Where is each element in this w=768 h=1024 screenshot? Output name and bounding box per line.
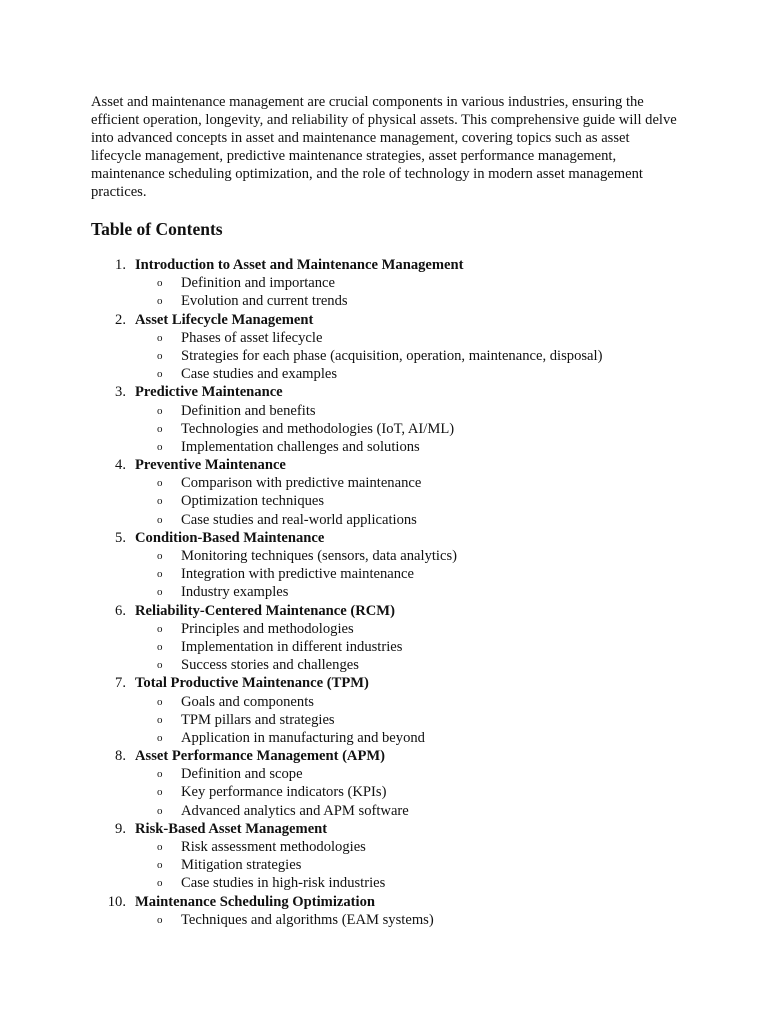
toc-sub-item bbox=[0, 565, 768, 583]
toc-sub-item-text: Comparison with predictive maintenance bbox=[181, 475, 422, 492]
circle-bullet-icon: o bbox=[157, 913, 163, 926]
circle-bullet-icon: o bbox=[157, 331, 163, 344]
toc-sub-item-text: Monitoring techniques (sensors, data analytics) bbox=[181, 548, 457, 564]
circle-bullet-icon: o bbox=[157, 877, 163, 890]
toc-sub-item bbox=[0, 583, 768, 601]
toc-sub-item-text: Case studies in high-risk industries bbox=[181, 875, 386, 892]
toc-sub-list bbox=[0, 402, 768, 457]
toc-sub-item bbox=[0, 729, 768, 747]
toc-sub-list bbox=[0, 474, 768, 529]
toc-sub-item-text: Key performance indicators (KPIs) bbox=[181, 784, 387, 801]
circle-bullet-icon: o bbox=[157, 404, 163, 417]
toc-sub-item-text: Phases of asset lifecycle bbox=[181, 329, 323, 346]
toc-sub-item bbox=[0, 693, 768, 711]
toc-sub-item bbox=[0, 438, 768, 456]
toc-entry-line bbox=[0, 311, 768, 329]
toc-entry bbox=[0, 747, 768, 820]
toc-entry-number: 10. bbox=[107, 893, 126, 910]
toc-sub-item bbox=[0, 402, 768, 420]
circle-bullet-icon: o bbox=[157, 277, 163, 290]
toc-sub-item-text: Definition and scope bbox=[181, 766, 303, 783]
toc-sub-item-text: Success stories and challenges bbox=[181, 657, 359, 674]
toc-sub-item bbox=[0, 620, 768, 638]
circle-bullet-icon: o bbox=[157, 659, 163, 672]
toc-heading: Table of Contents bbox=[91, 219, 223, 239]
toc-entry bbox=[0, 602, 768, 675]
circle-bullet-icon: o bbox=[157, 841, 163, 853]
toc-sub-item-text: Advanced analytics and APM software bbox=[181, 802, 409, 819]
circle-bullet-icon: o bbox=[157, 586, 163, 599]
toc-entry-number: 1. bbox=[115, 257, 126, 273]
toc-sub-list bbox=[0, 620, 768, 675]
toc-sub-item-text: Techniques and algorithms (EAM systems) bbox=[181, 911, 434, 928]
circle-bullet-icon: o bbox=[157, 786, 163, 799]
toc-sub-item-text: Definition and importance bbox=[181, 275, 335, 292]
toc-entry-line bbox=[0, 747, 768, 765]
toc-sub-item-text: Technologies and methodologies (IoT, AI/ML) bbox=[181, 420, 455, 437]
toc-entry bbox=[0, 311, 768, 384]
toc-sub-list bbox=[0, 547, 768, 602]
toc-entry bbox=[0, 893, 768, 929]
toc-entry-title: Total Productive Maintenance (TPM) bbox=[135, 675, 369, 692]
circle-bullet-icon: o bbox=[157, 804, 163, 817]
toc-sub-item bbox=[0, 711, 768, 729]
toc-entry-line bbox=[0, 529, 768, 547]
circle-bullet-icon: o bbox=[157, 422, 163, 435]
toc-sub-list bbox=[0, 765, 768, 820]
toc-entry bbox=[0, 674, 768, 747]
toc-entry-number: 8. bbox=[115, 748, 126, 765]
circle-bullet-icon: o bbox=[157, 768, 163, 781]
circle-bullet-icon: o bbox=[157, 513, 163, 526]
toc-entry-line bbox=[0, 456, 768, 474]
toc-sub-list bbox=[0, 911, 768, 929]
toc-sub-item bbox=[0, 638, 768, 656]
toc-entry-line bbox=[0, 256, 768, 274]
toc-entry-line bbox=[0, 383, 768, 401]
toc-sub-list bbox=[0, 693, 768, 748]
toc-sub-item bbox=[0, 347, 768, 365]
toc-entry bbox=[0, 456, 768, 529]
toc-entry-number: 4. bbox=[115, 457, 126, 474]
toc-sub-item-text: Evolution and current trends bbox=[181, 293, 348, 310]
toc-sub-list bbox=[0, 274, 768, 310]
table-of-contents bbox=[0, 256, 768, 929]
circle-bullet-icon: o bbox=[157, 568, 163, 581]
toc-sub-item-text: Integration with predictive maintenance bbox=[181, 566, 415, 583]
toc-sub-item bbox=[0, 474, 768, 492]
toc-sub-item-text: Case studies and real-world applications bbox=[181, 511, 417, 528]
toc-sub-item-text: TPM pillars and strategies bbox=[181, 711, 335, 728]
toc-sub-item bbox=[0, 329, 768, 347]
toc-sub-item bbox=[0, 802, 768, 820]
toc-sub-item bbox=[0, 656, 768, 674]
toc-sub-item-text: Mitigation strategies bbox=[181, 857, 302, 874]
toc-entry-line bbox=[0, 674, 768, 692]
toc-sub-item bbox=[0, 547, 768, 565]
toc-sub-item bbox=[0, 765, 768, 783]
toc-sub-item bbox=[0, 874, 768, 892]
toc-sub-item-text: Principles and methodologies bbox=[181, 620, 354, 637]
circle-bullet-icon: o bbox=[157, 368, 163, 381]
circle-bullet-icon: o bbox=[157, 695, 163, 708]
toc-entry-title: Condition-Based Maintenance bbox=[135, 529, 325, 546]
toc-entry-title: Introduction to Asset and Maintenance Management bbox=[135, 257, 464, 273]
toc-sub-item-text: Strategies for each phase (acquisition, operation, maintenance, disposal) bbox=[181, 347, 603, 364]
toc-sub-item-text: Risk assessment methodologies bbox=[181, 839, 366, 855]
circle-bullet-icon: o bbox=[157, 731, 163, 744]
circle-bullet-icon: o bbox=[157, 440, 163, 453]
circle-bullet-icon: o bbox=[157, 349, 163, 362]
toc-sub-item bbox=[0, 856, 768, 874]
toc-entry bbox=[0, 383, 768, 456]
toc-entry-number: 5. bbox=[115, 529, 126, 546]
toc-sub-item bbox=[0, 365, 768, 383]
toc-entry-line bbox=[0, 893, 768, 911]
toc-entry-line bbox=[0, 820, 768, 838]
toc-sub-item-text: Industry examples bbox=[181, 584, 289, 601]
toc-entry-number: 6. bbox=[115, 602, 126, 619]
toc-sub-item-text: Goals and components bbox=[181, 693, 314, 710]
toc-sub-item bbox=[0, 292, 768, 310]
toc-entry bbox=[0, 820, 768, 893]
toc-sub-item bbox=[0, 274, 768, 292]
toc-entry-number: 9. bbox=[115, 820, 126, 837]
intro-paragraph: Asset and maintenance management are crucial components in various industries, ensuring the efficient operation, longevity, and reliability of physical assets. This comprehensive guide will delve into advanced concepts in asset and maintenance management, covering topics such as asset lifecycle management, predictive maintenance strategies, asset performance management, maintenance scheduling optimization, and the role of technology in modern asset management practices. bbox=[91, 94, 677, 200]
toc-sub-item bbox=[0, 420, 768, 438]
toc-entry-title: Asset Lifecycle Management bbox=[135, 311, 314, 328]
toc-entry bbox=[0, 256, 768, 311]
circle-bullet-icon: o bbox=[157, 550, 163, 562]
toc-entry-title: Asset Performance Management (APM) bbox=[135, 748, 386, 765]
toc-sub-item bbox=[0, 838, 768, 856]
toc-entry-number: 7. bbox=[115, 675, 126, 692]
toc-sub-item bbox=[0, 492, 768, 510]
toc-sub-item bbox=[0, 783, 768, 801]
toc-sub-item bbox=[0, 511, 768, 529]
circle-bullet-icon: o bbox=[157, 622, 163, 635]
circle-bullet-icon: o bbox=[157, 713, 163, 726]
toc-entry-title: Reliability-Centered Maintenance (RCM) bbox=[135, 602, 395, 619]
toc-entry-number: 3. bbox=[115, 384, 126, 401]
toc-entry-title: Predictive Maintenance bbox=[135, 384, 283, 401]
toc-sub-list bbox=[0, 838, 768, 893]
toc-entry-title: Preventive Maintenance bbox=[135, 457, 286, 474]
toc-sub-item-text: Implementation challenges and solutions bbox=[181, 438, 420, 455]
circle-bullet-icon: o bbox=[157, 859, 163, 872]
circle-bullet-icon: o bbox=[157, 295, 163, 308]
toc-sub-item-text: Case studies and examples bbox=[181, 366, 338, 383]
circle-bullet-icon: o bbox=[157, 477, 163, 490]
toc-entry-number: 2. bbox=[115, 311, 126, 328]
toc-entry-title: Maintenance Scheduling Optimization bbox=[135, 893, 375, 910]
toc-sub-item-text: Implementation in different industries bbox=[181, 638, 403, 655]
toc-entry bbox=[0, 529, 768, 602]
circle-bullet-icon: o bbox=[157, 495, 163, 508]
circle-bullet-icon: o bbox=[157, 640, 163, 653]
toc-sub-item bbox=[0, 911, 768, 929]
toc-entry-title: Risk-Based Asset Management bbox=[135, 820, 328, 837]
toc-sub-item-text: Definition and benefits bbox=[181, 402, 316, 419]
toc-sub-item-text: Optimization techniques bbox=[181, 493, 325, 510]
toc-sub-item-text: Application in manufacturing and beyond bbox=[181, 729, 425, 746]
toc-entry-line bbox=[0, 602, 768, 620]
toc-sub-list bbox=[0, 329, 768, 384]
